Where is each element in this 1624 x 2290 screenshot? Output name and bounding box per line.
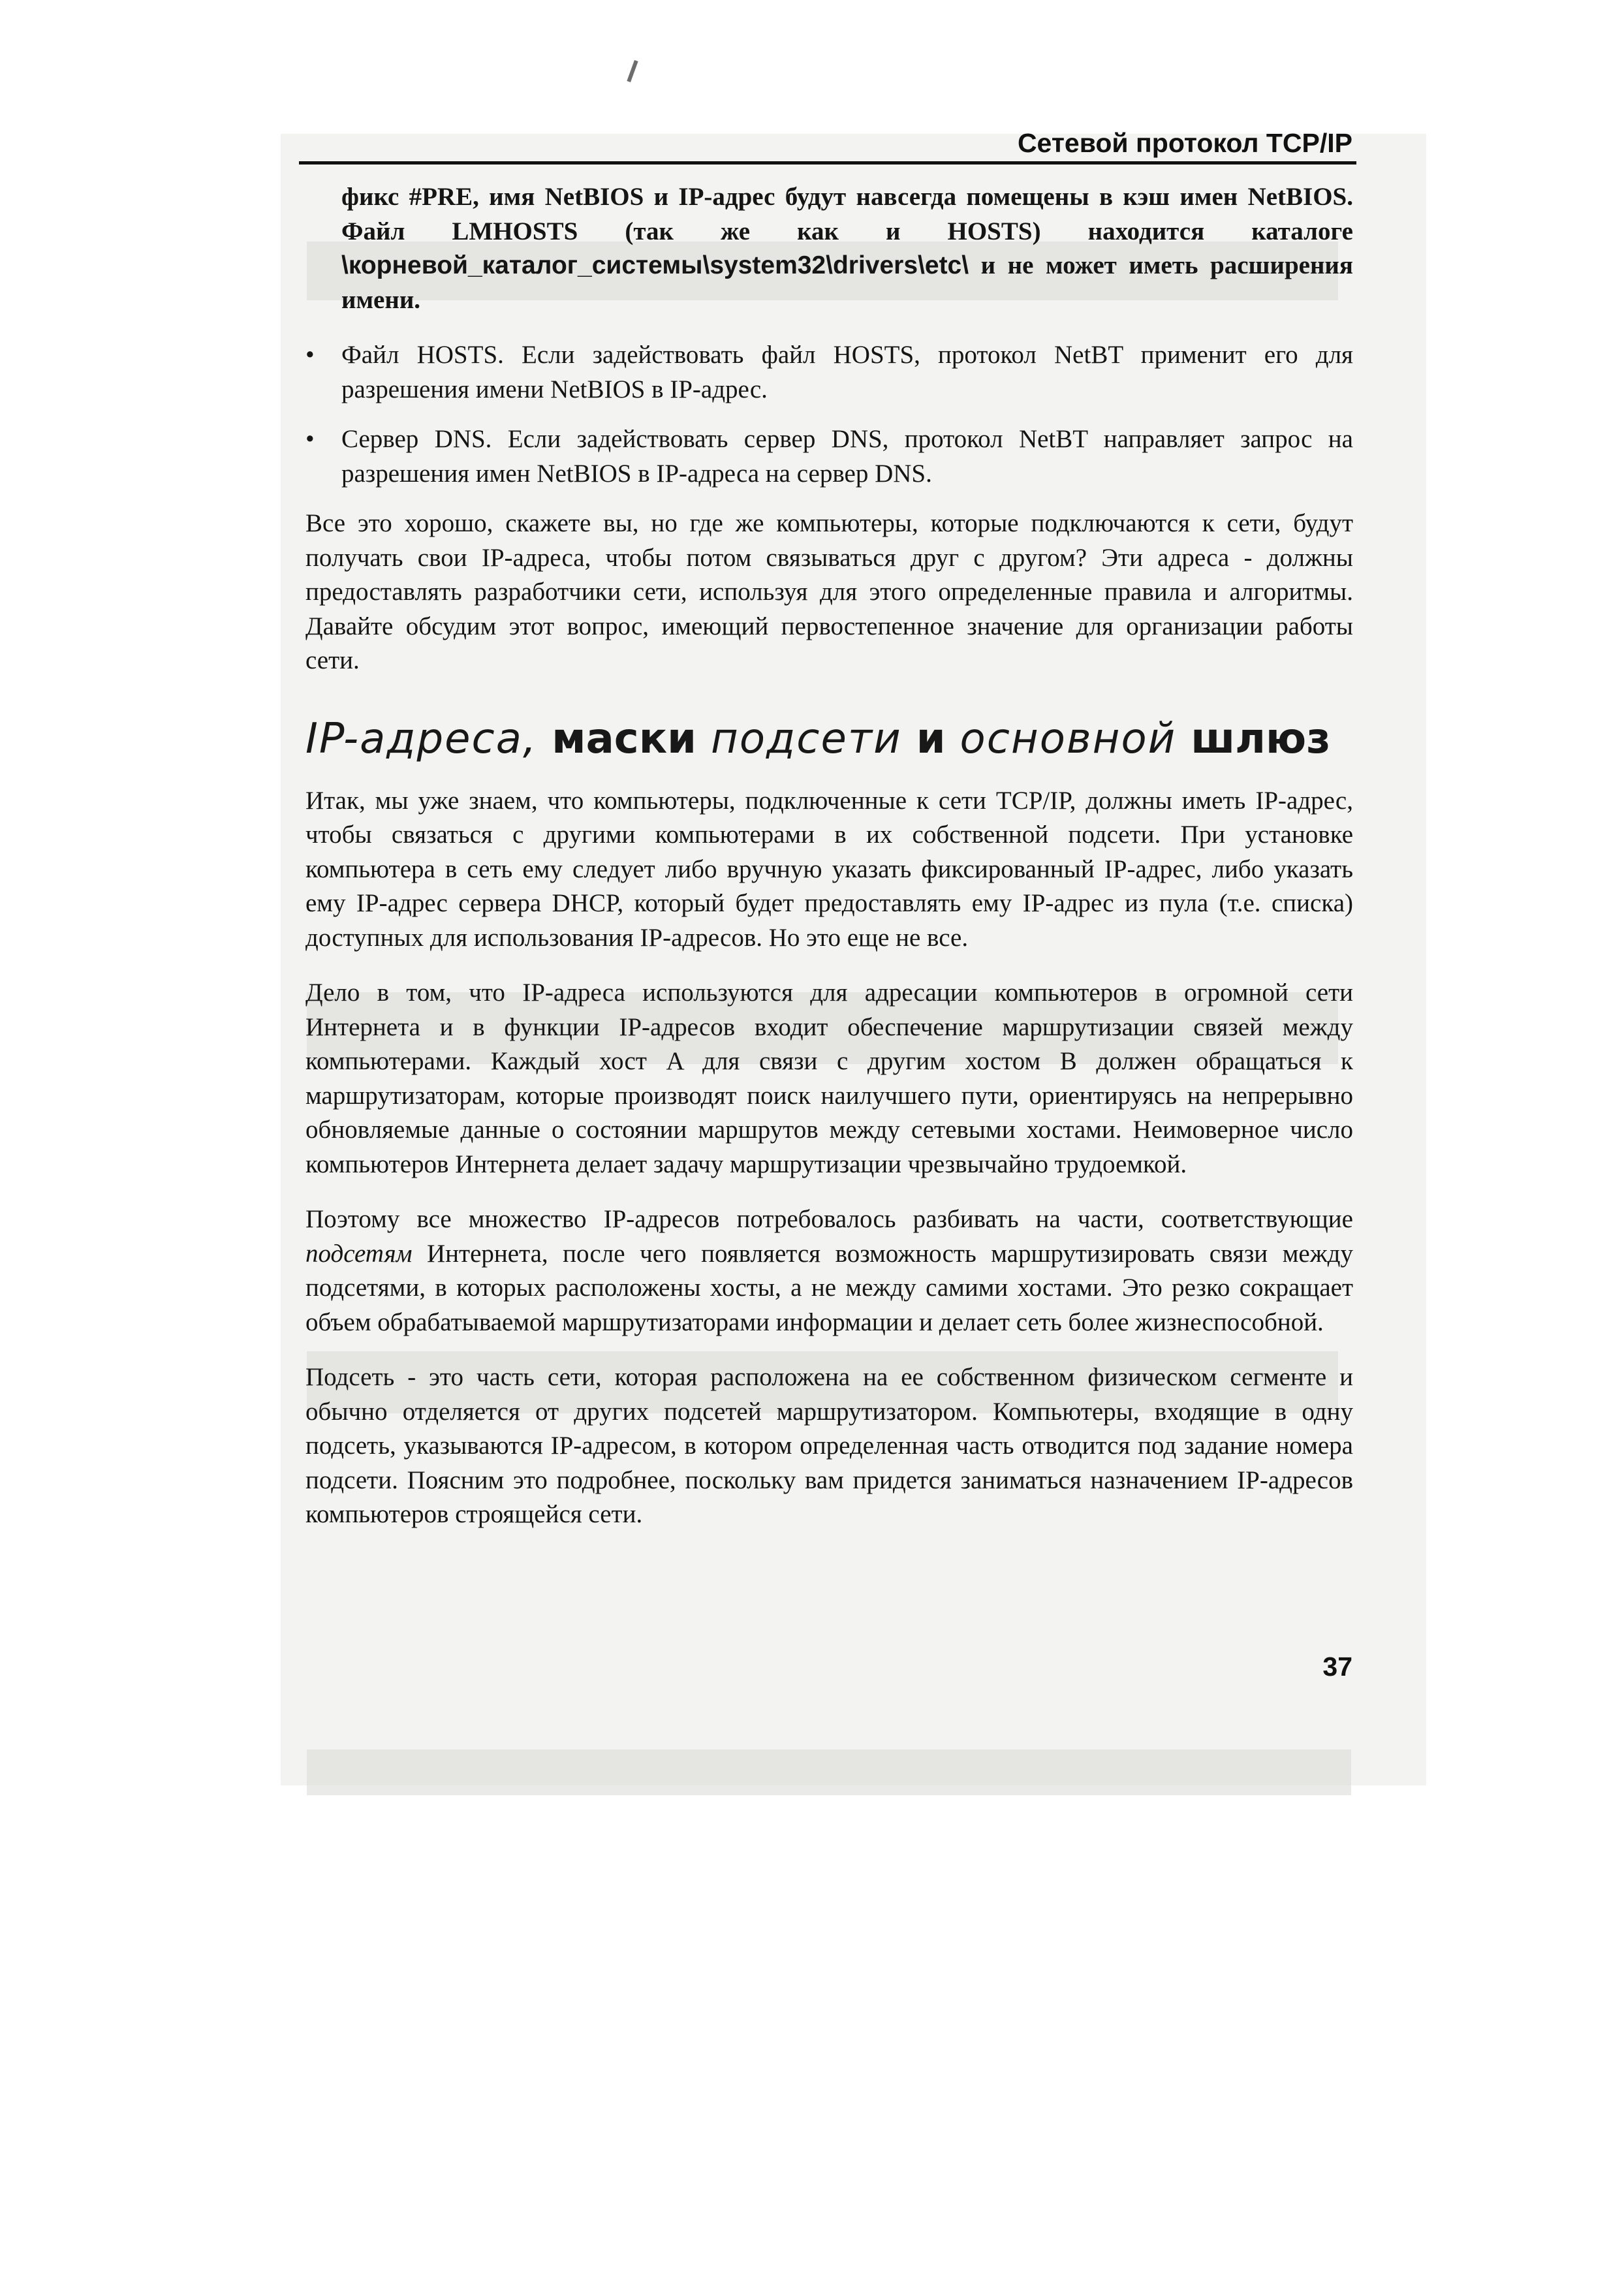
page-number: 37 bbox=[1322, 1652, 1352, 1682]
running-header-title: Сетевой протокол TCP/IP bbox=[1017, 128, 1352, 158]
bullet-mark: • bbox=[305, 341, 315, 369]
header-rule bbox=[299, 161, 1356, 165]
page-content bbox=[305, 180, 1353, 1553]
scan-noise-bottom bbox=[307, 1749, 1351, 1795]
bullet-hosts-text: Файл HOSTS. Если задействовать файл HOSTS, протокол NetBT применит его для разрешения имени NetBIOS в IP-адрес. bbox=[341, 341, 1353, 403]
section-heading-part-2: маски bbox=[552, 714, 696, 763]
section-heading-part-1: IP-адреса, bbox=[305, 714, 538, 763]
bullet-dns bbox=[305, 422, 1353, 491]
paragraph-subnets-emphasis: подсетям bbox=[305, 1239, 413, 1268]
lmhosts-path: \корневой_каталог_системы\system32\drivers\etc\ bbox=[341, 251, 969, 279]
paragraph-subnets-before: Поэтому все множество IP-адресов потребовалось разбивать на части, соответствующие bbox=[305, 1205, 1353, 1233]
section-heading-part-3: подсети bbox=[711, 714, 902, 763]
section-heading bbox=[305, 716, 1353, 762]
lmhosts-note-text-2: и не может иметь расширения имени. bbox=[341, 251, 1353, 314]
bullet-dns-text: Сервер DNS. Если задействовать сервер DNS, протокол NetBT направляет запрос на разрешения имен NetBIOS в IP-адреса на сервер DNS. bbox=[341, 425, 1353, 488]
bullet-hosts bbox=[305, 338, 1353, 407]
paragraph-ip-address-assignment: Итак, мы уже знаем, что компьютеры, подключенные к сети TCP/IP, должны иметь IP-адрес, чтобы связаться с другими компьютерами в их собственной подсети. При установке компьютера в сеть ему следует либо вручную указать фиксированный IP-адрес, либо указать ему IP-адрес сервера DHCP, который будет предоставлять ему IP-адрес из пула (т.е. списка) доступных для использования IP-адресов. Но это еще не все. bbox=[305, 786, 1353, 952]
stray-scan-mark bbox=[627, 60, 638, 82]
paragraph-subnet-definition: Подсеть - это часть сети, которая расположена на ее собственном физическом сегменте и обычно отделяется от других подсетей маршрутизатором. Компьютеры, входящие в одну подсеть, указываются IP-адресом, в котором определенная часть отводится под задание номера подсети. Поясним это подробнее, поскольку вам придется заниматься назначением IP-адресов компьютеров строящейся сети. bbox=[305, 1363, 1353, 1528]
paragraph-routing: Дело в том, что IP-адреса используются для адресации компьютеров в огромной сети Интернета и в функции IP-адресов входит обеспечение маршрутизации связей между компьютерами. Каждый хост A для связи с другим хостом B должен обращаться к маршрутизаторам, которые производят поиск наилучшего пути, ориентируясь на непрерывно обновляемые данные о состоянии маршрутов между сетевыми хостами. Неимоверное число компьютеров Интернета делает задачу маршрутизации чрезвычайно трудоемкой. bbox=[305, 979, 1353, 1178]
section-heading-part-6: шлюз bbox=[1191, 714, 1331, 763]
paragraph-subnets-after: Интернета, после чего появляется возможность маршрутизировать связи между подсетями, в которых расположены хосты, а не между самими хостами. Это резко сокращает объем обрабатываемой маршрутизаторами информации и делает сеть более жизнеспособной. bbox=[305, 1239, 1353, 1336]
intro-paragraph: Все это хорошо, скажете вы, но где же компьютеры, которые подключаются к сети, будут получать свои IP-адреса, чтобы потом связываться друг с другом? Эти адреса - должны предоставлять разработчики сети, используя для этого определенные правила и алгоритмы. Давайте обсудим этот вопрос, имеющий первостепенное значение для организации работы сети. bbox=[305, 509, 1353, 674]
lmhosts-note-text-1: фикс #PRE, имя NetBIOS и IP-адрес будут навсегда помещены в кэш имен NetBIOS. Файл LMHOSTS (так же как и HOSTS) находится каталоге bbox=[341, 183, 1353, 245]
paragraph-subnets bbox=[305, 1202, 1353, 1340]
section-heading-part-4: и bbox=[916, 714, 946, 763]
lmhosts-note bbox=[305, 180, 1353, 317]
section-heading-part-5: основной bbox=[960, 714, 1177, 763]
bullet-mark: • bbox=[305, 425, 315, 453]
